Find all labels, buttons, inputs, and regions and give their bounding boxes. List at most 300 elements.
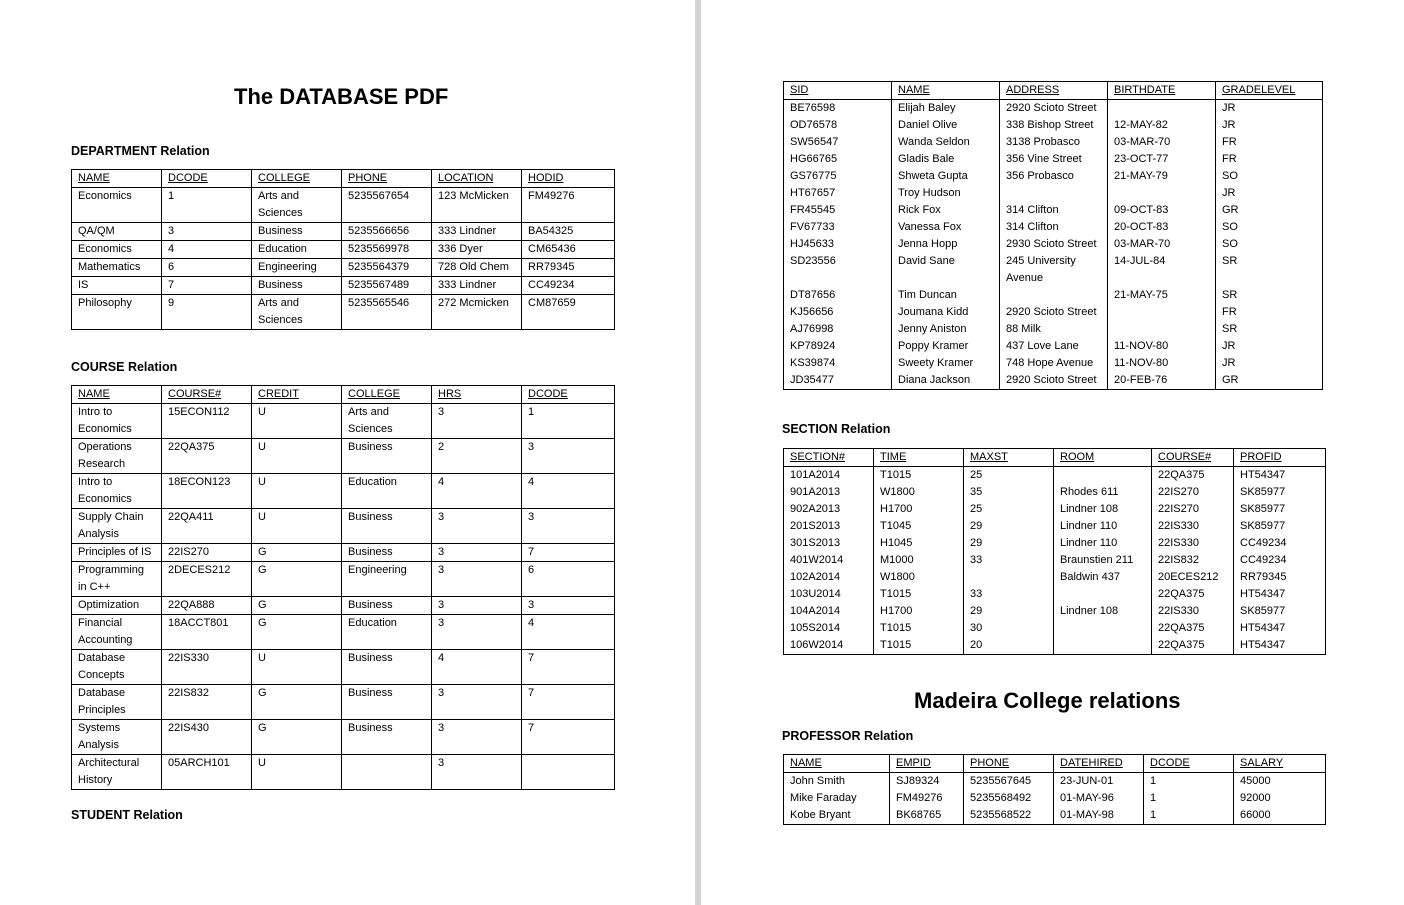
- table-row: [72, 241, 615, 259]
- table-cell: Optimization: [72, 597, 162, 615]
- table-cell: 3138 Probasco: [1000, 134, 1108, 151]
- column-header: SID: [784, 82, 892, 100]
- table-cell: T1015: [874, 620, 964, 637]
- column-header: LOCATION: [432, 170, 522, 188]
- table-cell: 35: [964, 484, 1054, 501]
- table-cell: CC49234: [1234, 535, 1326, 552]
- table-cell: FR: [1216, 304, 1323, 321]
- table-cell: 3: [432, 562, 522, 597]
- table-cell: SK85977: [1234, 603, 1326, 620]
- column-header: COLLEGE: [252, 170, 342, 188]
- table-cell: SW56547: [784, 134, 892, 151]
- table-cell: 314 Clifton: [1000, 219, 1108, 236]
- table-row: [784, 355, 1323, 372]
- table-row: [784, 338, 1323, 355]
- table-cell: 22QA375: [1152, 620, 1234, 637]
- table-cell: 1: [162, 188, 252, 223]
- table-cell: [1000, 185, 1108, 202]
- table-cell: Lindner 108: [1054, 603, 1152, 620]
- column-header: COURSE#: [162, 386, 252, 404]
- table-cell: FV67733: [784, 219, 892, 236]
- table-cell: 314 Clifton: [1000, 202, 1108, 219]
- table-cell: Tim Duncan: [892, 287, 1000, 304]
- table-cell: 25: [964, 501, 1054, 518]
- table-cell: 4: [432, 474, 522, 509]
- table-cell: KP78924: [784, 338, 892, 355]
- table-cell: Database Concepts: [72, 650, 162, 685]
- table-cell: 20ECES212: [1152, 569, 1234, 586]
- table-cell: 22IS832: [162, 685, 252, 720]
- table-cell: 272 Mcmicken: [432, 295, 522, 330]
- table-row: [72, 474, 615, 509]
- table-row: [784, 253, 1323, 287]
- table-cell: Jenna Hopp: [892, 236, 1000, 253]
- table-cell: G: [252, 720, 342, 755]
- table-cell: FR: [1216, 151, 1323, 168]
- table-cell: 3: [432, 544, 522, 562]
- table-cell: Business: [342, 685, 432, 720]
- table-cell: 20-OCT-83: [1108, 219, 1216, 236]
- table-cell: 7: [522, 544, 615, 562]
- table-cell: HT54347: [1234, 467, 1326, 485]
- table-row: [784, 117, 1323, 134]
- table-cell: 5235567489: [342, 277, 432, 295]
- table-cell: Business: [342, 650, 432, 685]
- course-table: [71, 385, 615, 790]
- column-header: NAME: [784, 755, 890, 773]
- table-cell: 333 Lindner: [432, 223, 522, 241]
- table-cell: 437 Love Lane: [1000, 338, 1108, 355]
- table-cell: 22IS430: [162, 720, 252, 755]
- table-row: [784, 134, 1323, 151]
- table-cell: 22IS270: [1152, 501, 1234, 518]
- column-header: HODID: [522, 170, 615, 188]
- table-cell: 3: [522, 439, 615, 474]
- table-cell: Business: [342, 597, 432, 615]
- table-cell: CC49234: [522, 277, 615, 295]
- table-cell: Programming in C++: [72, 562, 162, 597]
- table-cell: Intro to Economics: [72, 474, 162, 509]
- table-cell: JR: [1216, 338, 1323, 355]
- table-cell: [1054, 586, 1152, 603]
- table-row: [784, 219, 1323, 236]
- column-header: SECTION#: [784, 449, 874, 467]
- table-cell: 18ECON123: [162, 474, 252, 509]
- table-row: [72, 404, 615, 439]
- table-cell: Mike Faraday: [784, 790, 890, 807]
- table-cell: SJ89324: [890, 773, 964, 791]
- table-cell: Database Principles: [72, 685, 162, 720]
- table-cell: Poppy Kramer: [892, 338, 1000, 355]
- table-cell: 902A2013: [784, 501, 874, 518]
- column-header: NAME: [892, 82, 1000, 100]
- table-cell: G: [252, 615, 342, 650]
- table-cell: 18ACCT801: [162, 615, 252, 650]
- table-cell: Troy Hudson: [892, 185, 1000, 202]
- table-cell: 748 Hope Avenue: [1000, 355, 1108, 372]
- column-header: PHONE: [964, 755, 1054, 773]
- table-cell: 356 Vine Street: [1000, 151, 1108, 168]
- table-cell: H1700: [874, 501, 964, 518]
- professor-body: [784, 773, 1326, 825]
- table-row: [784, 372, 1323, 390]
- table-cell: 2: [432, 439, 522, 474]
- table-cell: 245 University Avenue: [1000, 253, 1108, 287]
- table-cell: 5235568492: [964, 790, 1054, 807]
- table-cell: CC49234: [1234, 552, 1326, 569]
- table-cell: 1: [1144, 773, 1234, 791]
- table-cell: 01-MAY-96: [1054, 790, 1144, 807]
- department-body: [72, 188, 615, 330]
- table-cell: H1045: [874, 535, 964, 552]
- section-table: [783, 448, 1326, 655]
- table-row: [784, 535, 1326, 552]
- table-cell: HT54347: [1234, 637, 1326, 655]
- table-cell: 4: [522, 615, 615, 650]
- column-header: TIME: [874, 449, 964, 467]
- table-cell: [1108, 185, 1216, 202]
- table-cell: 29: [964, 518, 1054, 535]
- table-cell: DT87656: [784, 287, 892, 304]
- table-cell: JD35477: [784, 372, 892, 390]
- table-row: [784, 168, 1323, 185]
- table-cell: Diana Jackson: [892, 372, 1000, 390]
- table-cell: 2930 Scioto Street: [1000, 236, 1108, 253]
- table-cell: SR: [1216, 287, 1323, 304]
- table-cell: Arts and Sciences: [252, 188, 342, 223]
- table-cell: 5235568522: [964, 807, 1054, 825]
- table-cell: John Smith: [784, 773, 890, 791]
- table-cell: Business: [252, 277, 342, 295]
- table-cell: 14-JUL-84: [1108, 253, 1216, 287]
- table-cell: 3: [432, 509, 522, 544]
- table-row: [72, 562, 615, 597]
- table-cell: 22QA411: [162, 509, 252, 544]
- table-cell: RR79345: [522, 259, 615, 277]
- table-cell: Engineering: [252, 259, 342, 277]
- department-table: [71, 169, 615, 330]
- professor-table: [783, 754, 1326, 825]
- table-row: [784, 321, 1323, 338]
- table-cell: Joumana Kidd: [892, 304, 1000, 321]
- section-body: [784, 467, 1326, 655]
- table-cell: HG66765: [784, 151, 892, 168]
- table-row: [72, 259, 615, 277]
- table-cell: 88 Milk: [1000, 321, 1108, 338]
- table-cell: T1015: [874, 467, 964, 485]
- professor-heading: PROFESSOR Relation: [782, 729, 914, 743]
- table-cell: U: [252, 439, 342, 474]
- course-heading: COURSE Relation: [71, 360, 178, 374]
- column-header: GRADELEVEL: [1216, 82, 1323, 100]
- table-cell: JR: [1216, 100, 1323, 118]
- table-row: [72, 188, 615, 223]
- table-cell: Wanda Seldon: [892, 134, 1000, 151]
- table-row: [784, 620, 1326, 637]
- table-row: [784, 603, 1326, 620]
- professor-header-row: [784, 755, 1326, 773]
- table-cell: SO: [1216, 168, 1323, 185]
- table-cell: 338 Bishop Street: [1000, 117, 1108, 134]
- section-header-row: [784, 449, 1326, 467]
- table-cell: HT54347: [1234, 620, 1326, 637]
- table-row: [784, 501, 1326, 518]
- table-cell: 5235569978: [342, 241, 432, 259]
- table-cell: 22IS270: [1152, 484, 1234, 501]
- table-row: [72, 685, 615, 720]
- student-table: [783, 81, 1323, 390]
- table-row: [784, 151, 1323, 168]
- table-cell: 21-MAY-79: [1108, 168, 1216, 185]
- course-body: [72, 404, 615, 790]
- table-cell: 101A2014: [784, 467, 874, 485]
- table-cell: 3: [432, 755, 522, 790]
- table-cell: M1000: [874, 552, 964, 569]
- table-cell: RR79345: [1234, 569, 1326, 586]
- table-cell: BK68765: [890, 807, 964, 825]
- table-cell: Shweta Gupta: [892, 168, 1000, 185]
- table-row: [784, 484, 1326, 501]
- table-cell: G: [252, 597, 342, 615]
- table-cell: 33: [964, 552, 1054, 569]
- table-row: [72, 755, 615, 790]
- table-cell: 33: [964, 586, 1054, 603]
- table-cell: SK85977: [1234, 484, 1326, 501]
- table-cell: Economics: [72, 241, 162, 259]
- table-cell: 45000: [1234, 773, 1326, 791]
- table-cell: 6: [522, 562, 615, 597]
- table-cell: QA/QM: [72, 223, 162, 241]
- table-cell: Daniel Olive: [892, 117, 1000, 134]
- table-cell: Economics: [72, 188, 162, 223]
- column-header: NAME: [72, 170, 162, 188]
- table-cell: U: [252, 650, 342, 685]
- table-cell: SO: [1216, 236, 1323, 253]
- table-cell: 7: [522, 720, 615, 755]
- table-cell: Intro to Economics: [72, 404, 162, 439]
- table-cell: KJ56656: [784, 304, 892, 321]
- table-cell: JR: [1216, 185, 1323, 202]
- table-cell: OD76578: [784, 117, 892, 134]
- table-cell: 1: [1144, 807, 1234, 825]
- table-cell: FR45545: [784, 202, 892, 219]
- table-cell: Engineering: [342, 562, 432, 597]
- table-row: [784, 185, 1323, 202]
- table-row: [784, 569, 1326, 586]
- table-cell: Education: [342, 474, 432, 509]
- table-row: [72, 295, 615, 330]
- table-cell: [964, 569, 1054, 586]
- table-cell: 22IS330: [162, 650, 252, 685]
- table-cell: Financial Accounting: [72, 615, 162, 650]
- table-cell: T1015: [874, 637, 964, 655]
- table-cell: 106W2014: [784, 637, 874, 655]
- table-cell: 7: [522, 650, 615, 685]
- table-cell: FM49276: [522, 188, 615, 223]
- table-cell: [342, 755, 432, 790]
- table-cell: 3: [432, 685, 522, 720]
- table-cell: Operations Research: [72, 439, 162, 474]
- table-cell: [1000, 287, 1108, 304]
- table-cell: H1700: [874, 603, 964, 620]
- table-cell: SR: [1216, 321, 1323, 338]
- table-cell: Lindner 108: [1054, 501, 1152, 518]
- table-cell: SD23556: [784, 253, 892, 287]
- table-cell: 4: [162, 241, 252, 259]
- table-cell: 4: [432, 650, 522, 685]
- table-cell: Business: [342, 509, 432, 544]
- table-cell: 1: [522, 404, 615, 439]
- table-cell: Principles of IS: [72, 544, 162, 562]
- table-cell: GR: [1216, 202, 1323, 219]
- table-cell: G: [252, 562, 342, 597]
- table-row: [784, 236, 1323, 253]
- table-cell: 2DECES212: [162, 562, 252, 597]
- table-cell: 9: [162, 295, 252, 330]
- department-header-row: [72, 170, 615, 188]
- table-row: [72, 544, 615, 562]
- table-row: [784, 807, 1326, 825]
- column-header: DATEHIRED: [1054, 755, 1144, 773]
- table-cell: 23-JUN-01: [1054, 773, 1144, 791]
- table-row: [72, 720, 615, 755]
- table-cell: W1800: [874, 484, 964, 501]
- table-row: [784, 790, 1326, 807]
- table-cell: 301S2013: [784, 535, 874, 552]
- table-cell: 901A2013: [784, 484, 874, 501]
- table-cell: [1108, 304, 1216, 321]
- table-cell: T1045: [874, 518, 964, 535]
- table-cell: Elijah Baley: [892, 100, 1000, 118]
- table-cell: 102A2014: [784, 569, 874, 586]
- table-cell: Supply Chain Analysis: [72, 509, 162, 544]
- table-row: [784, 518, 1326, 535]
- table-cell: 15ECON112: [162, 404, 252, 439]
- table-cell: BA54325: [522, 223, 615, 241]
- column-header: PHONE: [342, 170, 432, 188]
- table-row: [72, 223, 615, 241]
- table-cell: 22QA375: [162, 439, 252, 474]
- column-header: COURSE#: [1152, 449, 1234, 467]
- table-cell: 22QA375: [1152, 586, 1234, 603]
- table-cell: GR: [1216, 372, 1323, 390]
- column-header: COLLEGE: [342, 386, 432, 404]
- madeira-title: Madeira College relations: [914, 688, 1181, 713]
- table-cell: U: [252, 755, 342, 790]
- column-header: ROOM: [1054, 449, 1152, 467]
- table-cell: G: [252, 544, 342, 562]
- table-cell: JR: [1216, 355, 1323, 372]
- table-cell: 29: [964, 603, 1054, 620]
- table-cell: Systems Analysis: [72, 720, 162, 755]
- table-cell: 25: [964, 467, 1054, 485]
- table-cell: 123 McMicken: [432, 188, 522, 223]
- table-row: [784, 202, 1323, 219]
- column-header: DCODE: [1144, 755, 1234, 773]
- table-cell: SK85977: [1234, 501, 1326, 518]
- table-cell: 5235567654: [342, 188, 432, 223]
- table-cell: FR: [1216, 134, 1323, 151]
- table-cell: Arts and Sciences: [252, 295, 342, 330]
- table-cell: HJ45633: [784, 236, 892, 253]
- section-heading: SECTION Relation: [782, 422, 891, 436]
- table-row: [72, 615, 615, 650]
- table-cell: BE76598: [784, 100, 892, 118]
- table-cell: 3: [432, 404, 522, 439]
- table-row: [72, 439, 615, 474]
- left-page: [0, 0, 695, 905]
- table-cell: 11-NOV-80: [1108, 355, 1216, 372]
- department-heading: DEPARTMENT Relation: [71, 144, 210, 158]
- table-cell: 103U2014: [784, 586, 874, 603]
- table-cell: 22QA888: [162, 597, 252, 615]
- column-header: EMPID: [890, 755, 964, 773]
- table-cell: 92000: [1234, 790, 1326, 807]
- table-cell: FM49276: [890, 790, 964, 807]
- table-cell: 5235564379: [342, 259, 432, 277]
- table-cell: 728 Old Chem: [432, 259, 522, 277]
- table-cell: G: [252, 685, 342, 720]
- column-header: DCODE: [522, 386, 615, 404]
- table-cell: 401W2014: [784, 552, 874, 569]
- table-cell: GS76775: [784, 168, 892, 185]
- table-cell: Lindner 110: [1054, 535, 1152, 552]
- student-heading: STUDENT Relation: [71, 808, 183, 822]
- table-cell: HT54347: [1234, 586, 1326, 603]
- table-cell: 22IS330: [1152, 535, 1234, 552]
- table-cell: 5235565546: [342, 295, 432, 330]
- column-header: CREDIT: [252, 386, 342, 404]
- table-cell: 3: [522, 509, 615, 544]
- table-cell: 4: [522, 474, 615, 509]
- table-cell: 21-MAY-75: [1108, 287, 1216, 304]
- column-header: DCODE: [162, 170, 252, 188]
- table-cell: AJ76998: [784, 321, 892, 338]
- table-cell: 3: [522, 597, 615, 615]
- table-cell: Kobe Bryant: [784, 807, 890, 825]
- column-header: BIRTHDATE: [1108, 82, 1216, 100]
- table-cell: 2920 Scioto Street: [1000, 304, 1108, 321]
- table-cell: 20-FEB-76: [1108, 372, 1216, 390]
- table-cell: 22IS330: [1152, 518, 1234, 535]
- table-cell: 3: [432, 597, 522, 615]
- table-cell: Sweety Kramer: [892, 355, 1000, 372]
- table-cell: Jenny Aniston: [892, 321, 1000, 338]
- table-cell: 2920 Scioto Street: [1000, 100, 1108, 118]
- table-cell: 05ARCH101: [162, 755, 252, 790]
- table-row: [784, 773, 1326, 791]
- table-cell: 03-MAR-70: [1108, 134, 1216, 151]
- table-cell: 3: [432, 615, 522, 650]
- table-cell: Business: [342, 439, 432, 474]
- table-cell: 3: [162, 223, 252, 241]
- table-row: [784, 637, 1326, 655]
- table-cell: 22QA375: [1152, 467, 1234, 485]
- table-cell: 3: [432, 720, 522, 755]
- table-cell: 105S2014: [784, 620, 874, 637]
- table-cell: 20: [964, 637, 1054, 655]
- table-cell: 23-OCT-77: [1108, 151, 1216, 168]
- table-row: [784, 100, 1323, 118]
- table-cell: 12-MAY-82: [1108, 117, 1216, 134]
- table-cell: 66000: [1234, 807, 1326, 825]
- table-cell: 5235567645: [964, 773, 1054, 791]
- table-cell: 03-MAR-70: [1108, 236, 1216, 253]
- table-cell: 104A2014: [784, 603, 874, 620]
- table-row: [72, 509, 615, 544]
- table-cell: 09-OCT-83: [1108, 202, 1216, 219]
- column-header: MAXST: [964, 449, 1054, 467]
